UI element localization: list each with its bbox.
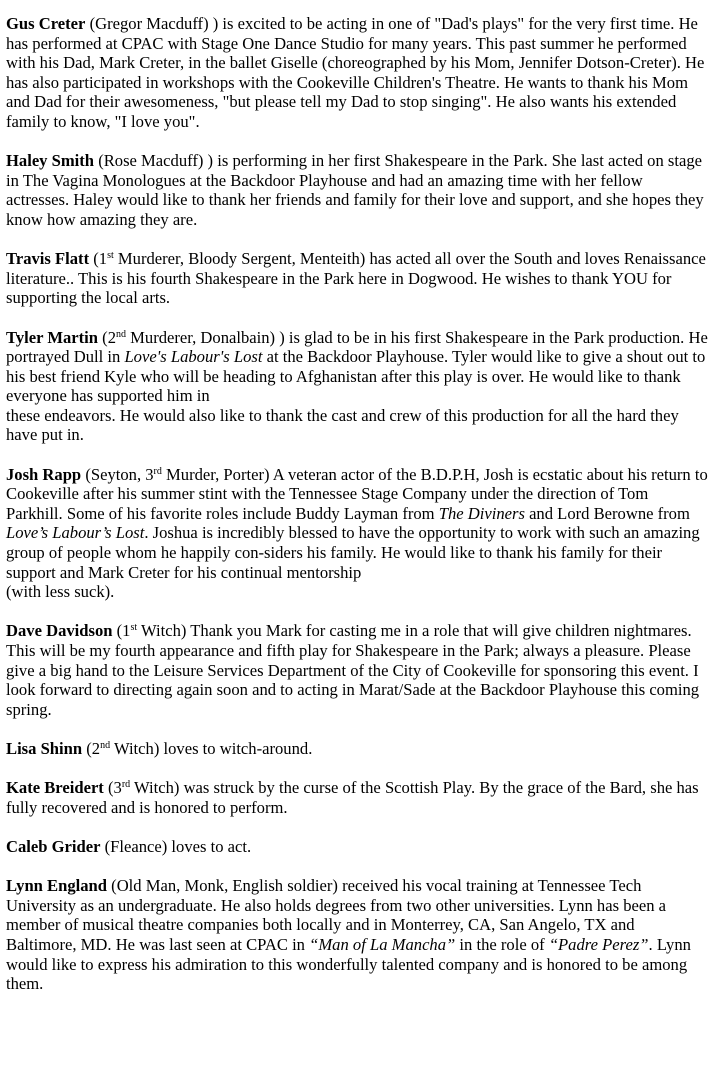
bio-text: Murderer, Bloody Sergent, Menteith) has acted all over the South and loves Renaissance literature.. This is his fourth Shakespeare in the Park here in Dogwood. He wishes to thank YOU for supporting the local arts. <box>6 249 706 308</box>
bio-text: and Lord Berowne from <box>524 503 690 523</box>
bio-text: (1 <box>112 621 131 641</box>
bio-text: Witch) Thank you Mark for casting me in a role that will give children nightmares. This will be my fourth appearance and fifth play for Shakespeare in the Park; always a pleasure. Please give a big hand to the Leisure Services Department of the City of Cookeville for sponsoring this event. I look forward to directing again soon and to acting in Marat/Sade at the Backdoor Playhouse this coming spring. <box>6 621 700 719</box>
cast-bio <box>6 876 708 994</box>
title-italic: “Man of La Mancha” <box>309 934 456 954</box>
cast-member-name: Tyler Martin <box>6 327 99 347</box>
bio-text: . Lynn would like to express his admiration to this wonderfully talented company and is honored to be among them. <box>6 934 691 994</box>
cast-bio <box>6 465 708 602</box>
cast-member-name: Kate Breidert <box>6 778 104 798</box>
bio-text: (Rose Macduff) ) is performing in her first Shakespeare in the Park. She last acted on stage in The Vagina Monologues at the Backdoor Playhouse and had an amazing time with her fellow actresses. Haley would like to thank her friends and family for their love and support, and she hopes they know how amazing they are. <box>6 151 704 229</box>
ordinal-suffix: nd <box>116 328 126 340</box>
bio-text: Witch) loves to witch-around. <box>110 738 313 758</box>
cast-bio <box>6 837 708 857</box>
bio-text: Murder, Porter) A veteran actor of the B.D.P.H, Josh is ecstatic about his return to Cookeville after his summer stint with the Tennessee Stage Company under the direction of Tom Parkhill. Some of his favorite roles include Buddy Layman from <box>6 464 708 523</box>
bio-text: (1 <box>89 249 108 269</box>
bio-text: (2 <box>82 738 101 758</box>
cast-bio <box>6 621 708 719</box>
cast-bio <box>6 778 708 817</box>
cast-member-name: Josh Rapp <box>6 464 82 484</box>
cast-bios-page <box>6 14 708 1013</box>
cast-member-name: Dave Davidson <box>6 621 113 641</box>
cast-bio <box>6 249 708 308</box>
bio-text: (3 <box>103 778 122 798</box>
cast-member-name: Lisa Shinn <box>6 738 83 758</box>
bio-text: . Joshua is incredibly blessed to have the opportunity to work with such an amazing group of people whom he happily con-siders his family. He would like to thank his family for their support and Mark Creter for his continual mentorship <box>6 523 700 582</box>
cast-bio <box>6 328 708 446</box>
bio-text: at the Backdoor Playhouse. Tyler would like to give a shout out to his best friend Kyle who will be heading to Afghanistan after this play is over. He would like to thank everyone has supported him in <box>6 347 706 406</box>
cast-bio <box>6 739 708 759</box>
ordinal-suffix: nd <box>100 739 111 751</box>
title-italic: Love’s Labour’s Lost <box>6 523 145 543</box>
cast-member-name: Caleb Grider <box>6 836 101 856</box>
cast-member-name: Haley Smith <box>6 151 95 171</box>
bio-text: (Seyton, 3 <box>81 464 154 484</box>
title-italic: “Padre Perez” <box>548 934 649 954</box>
cast-bio <box>6 151 708 229</box>
bio-text: Murderer, Donalbain) ) is glad to be in his first Shakespeare in the Park production. He portrayed Dull in <box>6 327 708 367</box>
ordinal-suffix: st <box>130 622 138 634</box>
ordinal-suffix: st <box>107 250 114 262</box>
cast-member-name: Lynn England <box>6 876 108 896</box>
bio-text: these endeavors. He would also like to thank the cast and crew of this production for all the hard they have put in. <box>6 405 679 445</box>
cast-member-name: Travis Flatt <box>6 249 90 269</box>
bio-text: in the role of <box>455 934 549 954</box>
title-italic: The Diviners <box>438 503 525 523</box>
ordinal-suffix: rd <box>121 779 131 791</box>
cast-bio <box>6 14 708 132</box>
title-italic: Love's Labour's Lost <box>124 347 263 367</box>
ordinal-suffix: rd <box>153 465 162 477</box>
bio-text: (Old Man, Monk, English soldier) received his vocal training at Tennessee Tech University as an undergraduate. He also holds degrees from two other universities. Lynn has been a member of musical theatre companies both locally and in Monterrey, CA, San Angelo, TX and Baltimore, MD. He was last seen at CPAC in <box>6 876 667 954</box>
bio-text: (with less suck). <box>6 582 115 602</box>
bio-text: (2 <box>98 327 116 347</box>
cast-member-name: Gus Creter <box>6 14 86 33</box>
bio-text: Witch) was struck by the curse of the Scottish Play. By the grace of the Bard, she has fully recovered and is honored to perform. <box>6 778 699 817</box>
bio-text: (Fleance) loves to act. <box>100 836 252 856</box>
bio-text: (Gregor Macduff) ) is excited to be acting in one of "Dad's plays" for the very first time. He has performed at CPAC with Stage One Dance Studio for many years. This past summer he performed with his Dad, Mark Creter, in the ballet Giselle (choreographed by his Mom, Jennifer Dotson-Creter). He has also participated in workshops with the Cookeville Children's Theatre. He wants to thank his Mom and Dad for their awesomeness, "but please tell my Dad to stop singing". He also wants his extended family to know, "I love you". <box>6 14 705 131</box>
